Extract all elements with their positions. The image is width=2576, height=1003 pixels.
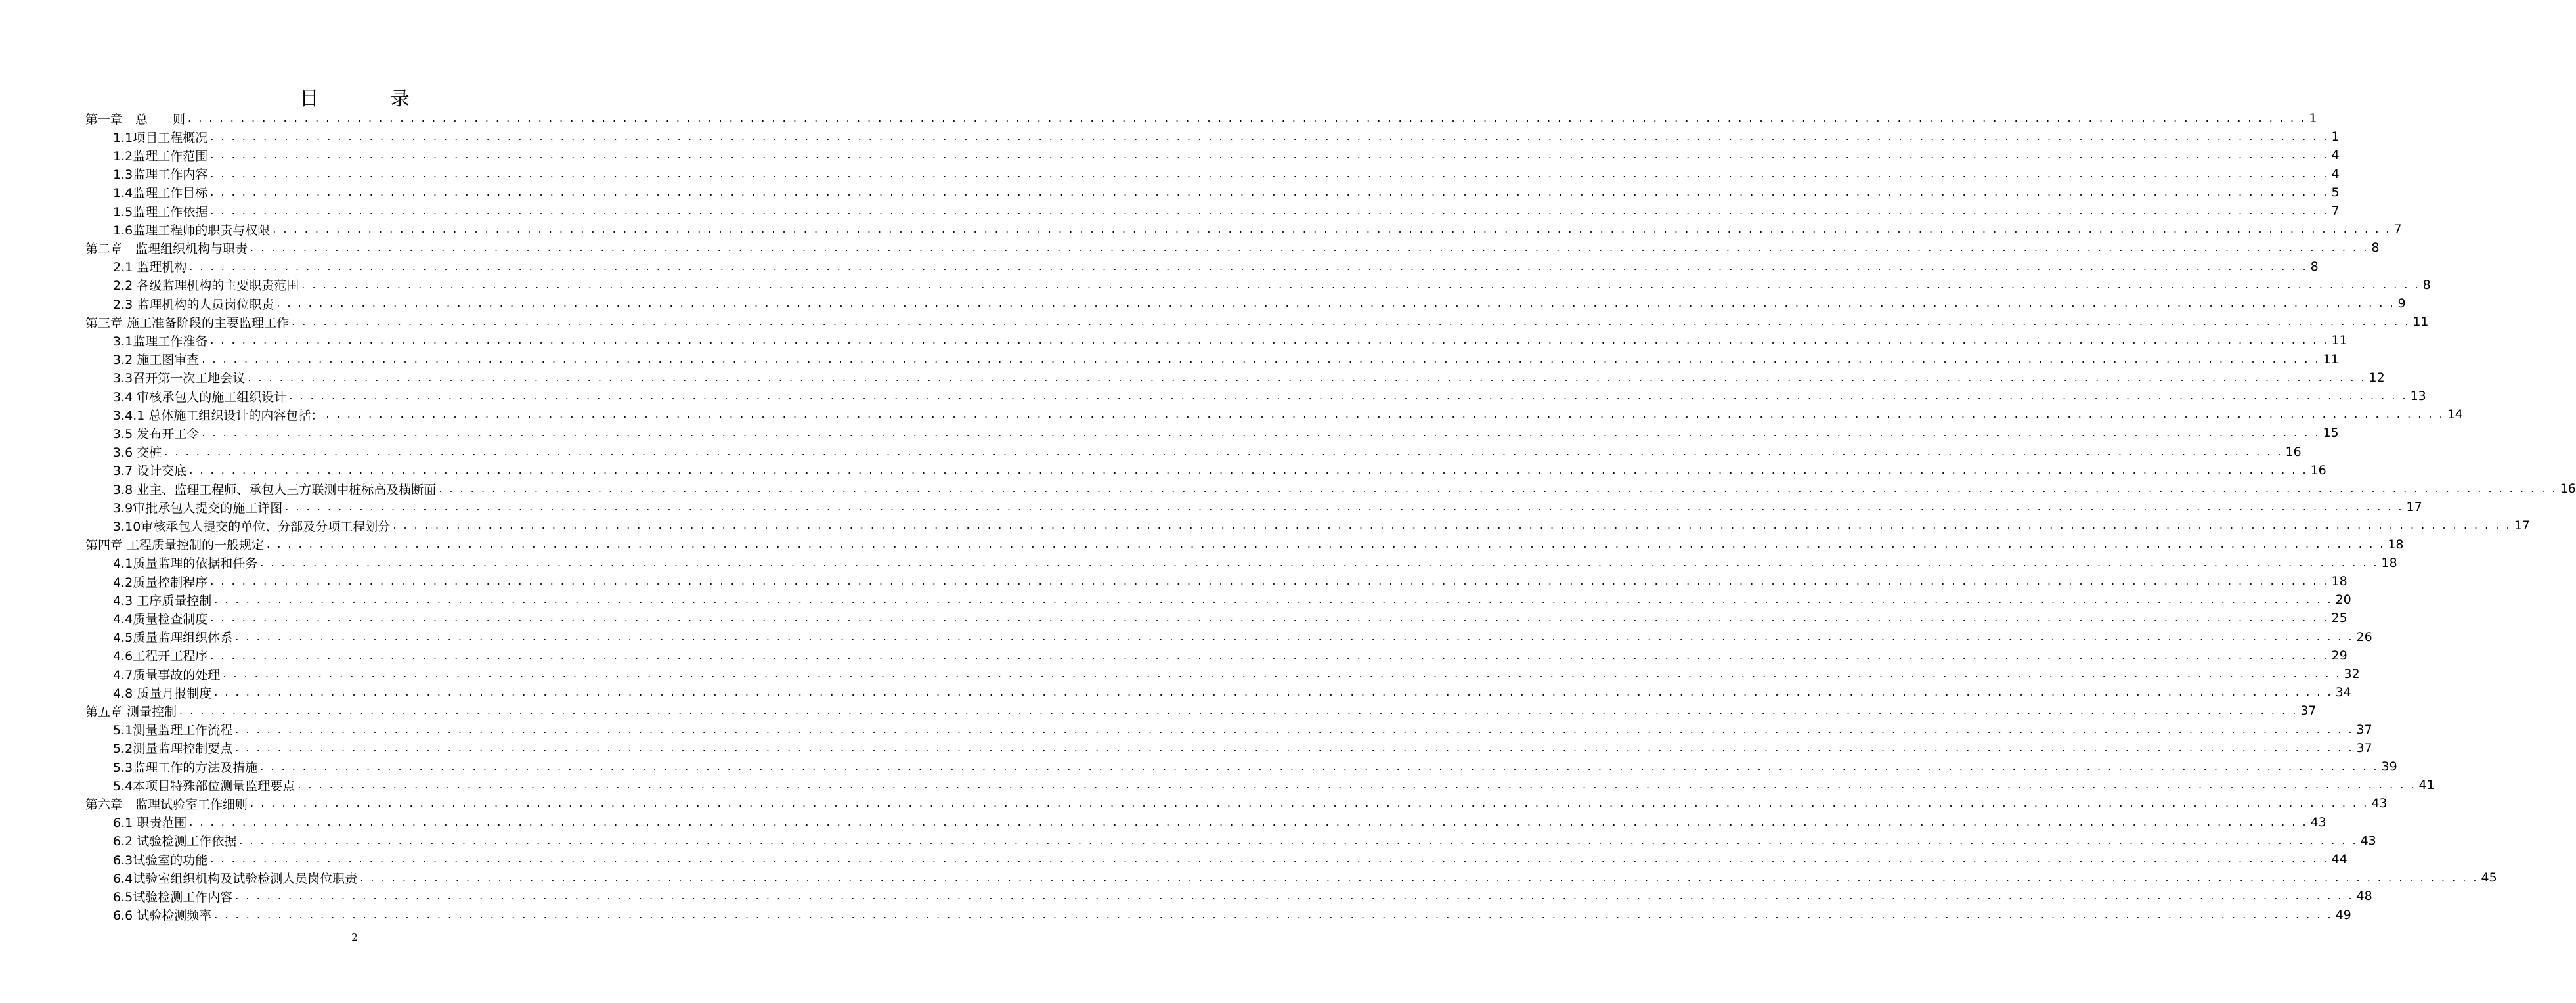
toc-entry-label: 3.7 设计交底	[113, 464, 187, 479]
toc-entry-page: 1	[2309, 111, 2317, 125]
toc-section-entry[interactable]	[113, 906, 2351, 924]
toc-section-entry[interactable]	[113, 331, 2347, 349]
toc-entry-label: 3.3召开第一次工地会议	[113, 371, 246, 386]
toc-section-entry[interactable]	[113, 424, 2339, 442]
toc-section-entry[interactable]	[113, 276, 2431, 294]
dot-leader: . . . . . . . . . . . . . . . . . . . . . . . . . . . . . . . . . . . . . . . . . . . . . . . . . . . . . . . . . . . . . . . . . . . . . . . . . . . . . . . . . . . . . . . . . . . . . . . . . . . . . . . . . . . . . . . . . . . . . . . . . . . . . . . . . . . . . . . . . . . . . . . . . . . . . . . . . . . . . . . . . . . . . . . . . . . . . . . . . . . . . . . . . . . . . . . . . . . . . . . .	[179, 704, 2298, 717]
toc-entry-page: 13	[2410, 389, 2426, 403]
toc-section-entry[interactable]	[113, 368, 2385, 387]
toc-entry-label: 1.5监理工作依据	[113, 204, 208, 219]
toc-section-entry[interactable]	[113, 628, 2372, 646]
toc-entry-page: 8	[2310, 259, 2319, 274]
page-number: 2	[351, 931, 358, 943]
toc-entry-label: 3.5 发布开工令	[113, 426, 200, 441]
dot-leader: . . . . . . . . . . . . . . . . . . . . . . . . . . . . . . . . . . . . . . . . . . . . . . . . . . . . . . . . . . . . . . . . . . . . . . . . . . . . . . . . . . . . . . . . . . . . . . . . . . . . . . . . . . . . . . . . . . . . . . . . . . . . . . . . . . . . . . . . . . . . . . . . . . . . . . . . . . . . . . . . . . . . . . . . . . . . . . . . . . . . . . . . . . . . . . . . . . . . . . . .	[210, 148, 2329, 162]
dot-leader: . . . . . . . . . . . . . . . . . . . . . . . . . . . . . . . . . . . . . . . . . . . . . . . . . . . . . . . . . . . . . . . . . . . . . . . . . . . . . . . . . . . . . . . . . . . . . . . . . . . . . . . . . . . . . . . . . . . . . . . . . . . . . . . . . . . . . . . . . . . . . . . . . . . . . . . . . . . . . . . . . . . . . . . . . . . . . . . . . . . . . . . . . . . . . . . . . . . . . . . .	[214, 908, 2333, 921]
toc-section-entry[interactable]	[113, 127, 2340, 146]
toc-entry-label: 2.3 监理机构的人员岗位职责	[113, 297, 274, 312]
toc-entry-label: 3.2 施工图审查	[113, 353, 200, 368]
toc-section-entry[interactable]	[113, 498, 2422, 516]
toc-entry-label: 3.4 审核承包人的施工组织设计	[113, 390, 287, 405]
toc-section-entry[interactable]	[113, 554, 2397, 572]
toc-entry-page: 26	[2356, 629, 2372, 644]
toc-chapter-entry[interactable]	[85, 794, 2388, 813]
toc-section-entry[interactable]	[113, 591, 2351, 609]
toc-entry-page: 29	[2331, 648, 2347, 663]
toc-entry-page: 9	[2397, 296, 2406, 311]
toc-entry-label: 3.9审批承包人提交的施工详图	[113, 501, 283, 516]
dot-leader: . . . . . . . . . . . . . . . . . . . . . . . . . . . . . . . . . . . . . . . . . . . . . . . . . . . . . . . . . . . . . . . . . . . . . . . . . . . . . . . . . . . . . . . . . . . . . . . . . . . . . . . . . . . . . . . . . . . . . . . . . . . . . . . . . . . . . . . . . . . . . . . . . . . . . . . . . . . . . . . . . . . . . . . . . . . . . . . . . . . . . . . . . . . . . . . . . . . . . . . .	[235, 630, 2354, 643]
dot-leader: . . . . . . . . . . . . . . . . . . . . . . . . . . . . . . . . . . . . . . . . . . . . . . . . . . . . . . . . . . . . . . . . . . . . . . . . . . . . . . . . . . . . . . . . . . . . . . . . . . . . . . . . . . . . . . . . . . . . . . . . . . . . . . . . . . . . . . . . . . . . . . . . . . . . . . . . . . . . . . . . . . . . . . . . . . . . . . . . . . . . . . . . . . . . . . . . . . . . . . . .	[223, 667, 2342, 680]
toc-entry-page: 43	[2371, 796, 2388, 811]
toc-entry-page: 4	[2331, 166, 2340, 181]
toc-section-entry[interactable]	[113, 832, 2376, 850]
toc-section-entry[interactable]	[113, 665, 2360, 683]
toc-entry-label: 2.1 监理机构	[113, 260, 187, 275]
toc-entry-label: 1.1项目工程概况	[113, 130, 208, 145]
dot-leader: . . . . . . . . . . . . . . . . . . . . . . . . . . . . . . . . . . . . . . . . . . . . . . . . . . . . . . . . . . . . . . . . . . . . . . . . . . . . . . . . . . . . . . . . . . . . . . . . . . . . . . . . . . . . . . . . . . . . . . . . . . . . . . . . . . . . . . . . . . . . . . . . . . . . . . . . . . . . . . . . . . . . . . . . . . . . . . . . . . . . . . . . . . . . . . . . . . . . . . . .	[297, 778, 2416, 791]
toc-entry-page: 16	[2285, 444, 2302, 459]
toc-entry-label: 1.3监理工作内容	[113, 167, 208, 183]
toc-entry-label: 4.5质量监理组织体系	[113, 631, 233, 646]
toc-entry-label: 4.7质量事故的处理	[113, 667, 221, 682]
toc-entry-label: 5.2测量监理控制要点	[113, 742, 233, 757]
toc-entry-label: 第三章 施工准备阶段的主要监理工作	[85, 315, 290, 330]
toc-entry-page: 17	[2406, 500, 2422, 515]
toc-entry-label: 5.4本项目特殊部位测量监理要点	[113, 778, 295, 793]
toc-entry-page: 4	[2331, 148, 2340, 163]
toc-section-entry[interactable]	[113, 405, 2463, 424]
toc-section-entry[interactable]	[113, 183, 2340, 202]
dot-leader: . . . . . . . . . . . . . . . . . . . . . . . . . . . . . . . . . . . . . . . . . . . . . . . . . . . . . . . . . . . . . . . . . . . . . . . . . . . . . . . . . . . . . . . . . . . . . . . . . . . . . . . . . . . . . . . . . . . . . . . . . . . . . . . . . . . . . . . . . . . . . . . . . . . . . . . . . . . . . . . . . . . . . . . . . . . . . . . . . . . . . . . . . . . . . . . . . . . . . . . .	[235, 889, 2354, 903]
toc-entry-label: 3.1监理工作准备	[113, 334, 208, 349]
toc-entry-page: 39	[2381, 759, 2397, 774]
toc-chapter-entry[interactable]	[85, 109, 2317, 127]
toc-entry-label: 6.6 试验检测频率	[113, 908, 212, 924]
toc-section-entry[interactable]	[113, 721, 2372, 739]
toc-section-entry[interactable]	[113, 387, 2426, 405]
dot-leader: . . . . . . . . . . . . . . . . . . . . . . . . . . . . . . . . . . . . . . . . . . . . . . . . . . . . . . . . . . . . . . . . . . . . . . . . . . . . . . . . . . . . . . . . . . . . . . . . . . . . . . . . . . . . . . . . . . . . . . . . . . . . . . . . . . . . . . . . . . . . . . . . . . . . . . . . . . . . . . . . . . . . . . . . . . . . . . . . . . . . . . . . . . . . . . . . . . . . . . . .	[292, 315, 2411, 328]
toc-entry-page: 16	[2560, 481, 2576, 496]
toc-entry-label: 4.4质量检查制度	[113, 612, 208, 627]
dot-leader: . . . . . . . . . . . . . . . . . . . . . . . . . . . . . . . . . . . . . . . . . . . . . . . . . . . . . . . . . . . . . . . . . . . . . . . . . . . . . . . . . . . . . . . . . . . . . . . . . . . . . . . . . . . . . . . . . . . . . . . . . . . . . . . . . . . . . . . . . . . . . . . . . . . . . . . . . . . . . . . . . . . . . . . . . . . . . . . . . . . . . . . . . . . . . . . . . . . . . . . .	[214, 593, 2333, 606]
dot-leader: . . . . . . . . . . . . . . . . . . . . . . . . . . . . . . . . . . . . . . . . . . . . . . . . . . . . . . . . . . . . . . . . . . . . . . . . . . . . . . . . . . . . . . . . . . . . . . . . . . . . . . . . . . . . . . . . . . . . . . . . . . . . . . . . . . . . . . . . . . . . . . . . . . . . . . . . . . . . . . . . . . . . . . . . . . . . . . . . . . . . . . . . . . . . . . . . . . . . . . . .	[202, 352, 2321, 365]
dot-leader: . . . . . . . . . . . . . . . . . . . . . . . . . . . . . . . . . . . . . . . . . . . . . . . . . . . . . . . . . . . . . . . . . . . . . . . . . . . . . . . . . . . . . . . . . . . . . . . . . . . . . . . . . . . . . . . . . . . . . . . . . . . . . . . . . . . . . . . . . . . . . . . . . . . . . . . . . . . . . . . . . . . . . . . . . . . . . . . . . . . . . . . . . . . . . . . . . . . . . . . .	[267, 537, 2386, 550]
toc-entry-label: 1.4监理工作目标	[113, 186, 208, 201]
toc-entry-page: 11	[2412, 315, 2429, 330]
dot-leader: . . . . . . . . . . . . . . . . . . . . . . . . . . . . . . . . . . . . . . . . . . . . . . . . . . . . . . . . . . . . . . . . . . . . . . . . . . . . . . . . . . . . . . . . . . . . . . . . . . . . . . . . . . . . . . . . . . . . . . . . . . . . . . . . . . . . . . . . . . . . . . . . . . . . . . . . . . . . . . . . . . . . . . . . . . . . . . . . . . . . . . . . . . . . . . . . . . . . . . . .	[210, 575, 2329, 587]
dot-leader: . . . . . . . . . . . . . . . . . . . . . . . . . . . . . . . . . . . . . . . . . . . . . . . . . . . . . . . . . . . . . . . . . . . . . . . . . . . . . . . . . . . . . . . . . . . . . . . . . . . . . . . . . . . . . . . . . . . . . . . . . . . . . . . . . . . . . . . . . . . . . . . . . . . . . . . . . . . . . . . . . . . . . . . . . . . . . . . . . . . . . . . . . . . . . . . . . . . . . . . .	[260, 760, 2379, 772]
toc-entry-page: 20	[2335, 592, 2351, 608]
dot-leader: . . . . . . . . . . . . . . . . . . . . . . . . . . . . . . . . . . . . . . . . . . . . . . . . . . . . . . . . . . . . . . . . . . . . . . . . . . . . . . . . . . . . . . . . . . . . . . . . . . . . . . . . . . . . . . . . . . . . . . . . . . . . . . . . . . . . . . . . . . . . . . . . . . . . . . . . . . . . . . . . . . . . . . . . . . . . . . . . . . . . . . . . . . . . . . . . . . . . . . . .	[235, 741, 2354, 754]
toc-entry-page: 43	[2360, 833, 2376, 848]
toc-entry-page: 15	[2323, 426, 2339, 441]
toc-section-entry[interactable]	[113, 479, 2576, 498]
toc-entry-page: 12	[2369, 370, 2385, 385]
toc-entry-page: 48	[2356, 889, 2372, 904]
toc-section-entry[interactable]	[113, 646, 2347, 665]
dot-leader: . . . . . . . . . . . . . . . . . . . . . . . . . . . . . . . . . . . . . . . . . . . . . . . . . . . . . . . . . . . . . . . . . . . . . . . . . . . . . . . . . . . . . . . . . . . . . . . . . . . . . . . . . . . . . . . . . . . . . . . . . . . . . . . . . . . . . . . . . . . . . . . . . . . . . . . . . . . . . . . . . . . . . . . . . . . . . . . . . . . . . . . . . . . . . . . . . . . . . . . .	[260, 556, 2379, 569]
toc-section-entry[interactable]	[113, 868, 2497, 887]
dot-leader: . . . . . . . . . . . . . . . . . . . . . . . . . . . . . . . . . . . . . . . . . . . . . . . . . . . . . . . . . . . . . . . . . . . . . . . . . . . . . . . . . . . . . . . . . . . . . . . . . . . . . . . . . . . . . . . . . . . . . . . . . . . . . . . . . . . . . . . . . . . . . . . . . . . . . . . . . . . . . . . . . . . . . . . . . . . . . . . . . . . . . . . . . . . . . . . . . . . . . . . .	[210, 612, 2329, 625]
toc-entry-label: 6.3试验室的功能	[113, 853, 208, 868]
toc-entry-page: 18	[2331, 574, 2347, 589]
dot-leader: . . . . . . . . . . . . . . . . . . . . . . . . . . . . . . . . . . . . . . . . . . . . . . . . . . . . . . . . . . . . . . . . . . . . . . . . . . . . . . . . . . . . . . . . . . . . . . . . . . . . . . . . . . . . . . . . . . . . . . . . . . . . . . . . . . . . . . . . . . . . . . . . . . . . . . . . . . . . . . . . . . . . . . . . . . . . . . . . . . . . . . . . . . . . . . . . . . . . . . . .	[189, 259, 2308, 273]
toc-entry-label: 6.1 职责范围	[113, 816, 187, 831]
dot-leader: . . . . . . . . . . . . . . . . . . . . . . . . . . . . . . . . . . . . . . . . . . . . . . . . . . . . . . . . . . . . . . . . . . . . . . . . . . . . . . . . . . . . . . . . . . . . . . . . . . . . . . . . . . . . . . . . . . . . . . . . . . . . . . . . . . . . . . . . . . . . . . . . . . . . . . . . . . . . . . . . . . . . . . . . . . . . . . . . . . . . . . . . . . . . . . . . . . . . . . . .	[250, 797, 2369, 810]
toc-section-entry[interactable]	[113, 516, 2530, 535]
toc-entry-label: 5.1测量监理工作流程	[113, 723, 233, 738]
dot-leader: . . . . . . . . . . . . . . . . . . . . . . . . . . . . . . . . . . . . . . . . . . . . . . . . . . . . . . . . . . . . . . . . . . . . . . . . . . . . . . . . . . . . . . . . . . . . . . . . . . . . . . . . . . . . . . . . . . . . . . . . . . . . . . . . . . . . . . . . . . . . . . . . . . . . . . . . . . . . . . . . . . . . . . . . . . . . . . . . . . . . . . . . . . . . . . . . . . . . . . . .	[188, 112, 2307, 124]
toc-section-entry[interactable]	[113, 257, 2319, 276]
dot-leader: . . . . . . . . . . . . . . . . . . . . . . . . . . . . . . . . . . . . . . . . . . . . . . . . . . . . . . . . . . . . . . . . . . . . . . . . . . . . . . . . . . . . . . . . . . . . . . . . . . . . . . . . . . . . . . . . . . . . . . . . . . . . . . . . . . . . . . . . . . . . . . . . . . . . . . . . . . . . . . . . . . . . . . . . . . . . . . . . . . . . . . . . . . . . . . . . . . . . . . . .	[393, 519, 2512, 532]
toc-chapter-entry[interactable]	[85, 238, 2380, 257]
dot-leader: . . . . . . . . . . . . . . . . . . . . . . . . . . . . . . . . . . . . . . . . . . . . . . . . . . . . . . . . . . . . . . . . . . . . . . . . . . . . . . . . . . . . . . . . . . . . . . . . . . . . . . . . . . . . . . . . . . . . . . . . . . . . . . . . . . . . . . . . . . . . . . . . . . . . . . . . . . . . . . . . . . . . . . . . . . . . . . . . . . . . . . . . . . . . . . . . . . . . . . . .	[248, 370, 2367, 384]
dot-leader: . . . . . . . . . . . . . . . . . . . . . . . . . . . . . . . . . . . . . . . . . . . . . . . . . . . . . . . . . . . . . . . . . . . . . . . . . . . . . . . . . . . . . . . . . . . . . . . . . . . . . . . . . . . . . . . . . . . . . . . . . . . . . . . . . . . . . . . . . . . . . . . . . . . . . . . . . . . . . . . . . . . . . . . . . . . . . . . . . . . . . . . . . . . . . . . . . . . . . . . .	[285, 501, 2404, 514]
dot-leader: . . . . . . . . . . . . . . . . . . . . . . . . . . . . . . . . . . . . . . . . . . . . . . . . . . . . . . . . . . . . . . . . . . . . . . . . . . . . . . . . . . . . . . . . . . . . . . . . . . . . . . . . . . . . . . . . . . . . . . . . . . . . . . . . . . . . . . . . . . . . . . . . . . . . . . . . . . . . . . . . . . . . . . . . . . . . . . . . . . . . . . . . . . . . . . . . . . . . . . . .	[189, 463, 2308, 476]
toc-entry-label: 6.4试验室组织机构及试验检测人员岗位职责	[113, 871, 358, 886]
toc-section-entry[interactable]	[113, 739, 2372, 757]
toc-entry-label: 第五章 测量控制	[85, 704, 177, 719]
toc-entry-page: 49	[2335, 907, 2351, 922]
toc-entry-page: 37	[2356, 740, 2372, 755]
dot-leader: . . . . . . . . . . . . . . . . . . . . . . . . . . . . . . . . . . . . . . . . . . . . . . . . . . . . . . . . . . . . . . . . . . . . . . . . . . . . . . . . . . . . . . . . . . . . . . . . . . . . . . . . . . . . . . . . . . . . . . . . . . . . . . . . . . . . . . . . . . . . . . . . . . . . . . . . . . . . . . . . . . . . . . . . . . . . . . . . . . . . . . . . . . . . . . . . . . . . . . . .	[360, 871, 2479, 884]
toc-chapter-entry[interactable]	[85, 313, 2429, 331]
toc-chapter-entry[interactable]	[85, 535, 2404, 554]
toc-section-entry[interactable]	[113, 461, 2326, 479]
toc-section-entry[interactable]	[113, 294, 2406, 313]
dot-leader: . . . . . . . . . . . . . . . . . . . . . . . . . . . . . . . . . . . . . . . . . . . . . . . . . . . . . . . . . . . . . . . . . . . . . . . . . . . . . . . . . . . . . . . . . . . . . . . . . . . . . . . . . . . . . . . . . . . . . . . . . . . . . . . . . . . . . . . . . . . . . . . . . . . . . . . . . . . . . . . . . . . . . . . . . . . . . . . . . . . . . . . . . . . . . . . . . . . . . . . .	[214, 686, 2333, 699]
toc-title: 目 录	[299, 87, 443, 110]
dot-leader: . . . . . . . . . . . . . . . . . . . . . . . . . . . . . . . . . . . . . . . . . . . . . . . . . . . . . . . . . . . . . . . . . . . . . . . . . . . . . . . . . . . . . . . . . . . . . . . . . . . . . . . . . . . . . . . . . . . . . . . . . . . . . . . . . . . . . . . . . . . . . . . . . . . . . . . . . . . . . . . . . . . . . . . . . . . . . . . . . . . . . . . . . . . . . . . . . . . . . . . .	[210, 130, 2329, 143]
dot-leader: . . . . . . . . . . . . . . . . . . . . . . . . . . . . . . . . . . . . . . . . . . . . . . . . . . . . . . . . . . . . . . . . . . . . . . . . . . . . . . . . . . . . . . . . . . . . . . . . . . . . . . . . . . . . . . . . . . . . . . . . . . . . . . . . . . . . . . . . . . . . . . . . . . . . . . . . . . . . . . . . . . . . . . . . . . . . . . . . . . . . . . . . . . . . . . . . . . . . . . . .	[439, 482, 2558, 495]
toc-entry-page: 11	[2331, 333, 2347, 348]
dot-leader: . . . . . . . . . . . . . . . . . . . . . . . . . . . . . . . . . . . . . . . . . . . . . . . . . . . . . . . . . . . . . . . . . . . . . . . . . . . . . . . . . . . . . . . . . . . . . . . . . . . . . . . . . . . . . . . . . . . . . . . . . . . . . . . . . . . . . . . . . . . . . . . . . . . . . . . . . . . . . . . . . . . . . . . . . . . . . . . . . . . . . . . . . . . . . . . . . . . . . . . .	[210, 185, 2329, 198]
dot-leader: . . . . . . . . . . . . . . . . . . . . . . . . . . . . . . . . . . . . . . . . . . . . . . . . . . . . . . . . . . . . . . . . . . . . . . . . . . . . . . . . . . . . . . . . . . . . . . . . . . . . . . . . . . . . . . . . . . . . . . . . . . . . . . . . . . . . . . . . . . . . . . . . . . . . . . . . . . . . . . . . . . . . . . . . . . . . . . . . . . . . . . . . . . . . . . . . . . . . . . . .	[164, 445, 2283, 458]
toc-section-entry[interactable]	[113, 609, 2347, 627]
toc-section-entry[interactable]	[113, 813, 2326, 832]
toc-entry-page: 43	[2310, 814, 2326, 830]
toc-entry-page: 18	[2388, 537, 2404, 552]
toc-entry-page: 32	[2344, 667, 2360, 681]
toc-entry-page: 37	[2356, 722, 2372, 737]
dot-leader: . . . . . . . . . . . . . . . . . . . . . . . . . . . . . . . . . . . . . . . . . . . . . . . . . . . . . . . . . . . . . . . . . . . . . . . . . . . . . . . . . . . . . . . . . . . . . . . . . . . . . . . . . . . . . . . . . . . . . . . . . . . . . . . . . . . . . . . . . . . . . . . . . . . . . . . . . . . . . . . . . . . . . . . . . . . . . . . . . . . . . . . . . . . . . . . . . . . . . . . .	[273, 223, 2391, 236]
toc-entry-label: 3.6 交桩	[113, 445, 162, 460]
toc-section-entry[interactable]	[113, 165, 2340, 183]
toc-entry-label: 第四章 工程质量控制的一般规定	[85, 538, 265, 553]
toc-entry-label: 4.2质量控制程序	[113, 575, 208, 590]
toc-entry-page: 8	[2422, 277, 2431, 292]
dot-leader: . . . . . . . . . . . . . . . . . . . . . . . . . . . . . . . . . . . . . . . . . . . . . . . . . . . . . . . . . . . . . . . . . . . . . . . . . . . . . . . . . . . . . . . . . . . . . . . . . . . . . . . . . . . . . . . . . . . . . . . . . . . . . . . . . . . . . . . . . . . . . . . . . . . . . . . . . . . . . . . . . . . . . . . . . . . . . . . . . . . . . . . . . . . . . . . . . . . . . . . .	[210, 334, 2329, 347]
toc-entry-label: 3.4.1 总体施工组织设计的内容包括：	[113, 408, 324, 423]
dot-leader: . . . . . . . . . . . . . . . . . . . . . . . . . . . . . . . . . . . . . . . . . . . . . . . . . . . . . . . . . . . . . . . . . . . . . . . . . . . . . . . . . . . . . . . . . . . . . . . . . . . . . . . . . . . . . . . . . . . . . . . . . . . . . . . . . . . . . . . . . . . . . . . . . . . . . . . . . . . . . . . . . . . . . . . . . . . . . . . . . . . . . . . . . . . . . . . . . . . . . . . .	[326, 408, 2445, 421]
toc-entry-page: 5	[2331, 185, 2340, 200]
toc-entry-label: 4.3 工序质量控制	[113, 593, 212, 608]
toc-entry-label: 3.10审核承包人提交的单位、分部及分项工程划分	[113, 519, 391, 534]
toc-entry-label: 5.3监理工作的方法及措施	[113, 760, 258, 775]
toc-section-entry[interactable]	[113, 220, 2402, 238]
toc-entry-label: 4.1质量监理的依据和任务	[113, 556, 258, 571]
toc-entry-label: 3.8 业主、监理工程师、承包人三方联测中桩标高及横断面	[113, 482, 437, 497]
dot-leader: . . . . . . . . . . . . . . . . . . . . . . . . . . . . . . . . . . . . . . . . . . . . . . . . . . . . . . . . . . . . . . . . . . . . . . . . . . . . . . . . . . . . . . . . . . . . . . . . . . . . . . . . . . . . . . . . . . . . . . . . . . . . . . . . . . . . . . . . . . . . . . . . . . . . . . . . . . . . . . . . . . . . . . . . . . . . . . . . . . . . . . . . . . . . . . . . . . . . . . . .	[202, 426, 2321, 439]
dot-leader: . . . . . . . . . . . . . . . . . . . . . . . . . . . . . . . . . . . . . . . . . . . . . . . . . . . . . . . . . . . . . . . . . . . . . . . . . . . . . . . . . . . . . . . . . . . . . . . . . . . . . . . . . . . . . . . . . . . . . . . . . . . . . . . . . . . . . . . . . . . . . . . . . . . . . . . . . . . . . . . . . . . . . . . . . . . . . . . . . . . . . . . . . . . . . . . . . . . . . . . .	[210, 648, 2329, 661]
toc-entry-page: 11	[2323, 351, 2339, 367]
dot-leader: . . . . . . . . . . . . . . . . . . . . . . . . . . . . . . . . . . . . . . . . . . . . . . . . . . . . . . . . . . . . . . . . . . . . . . . . . . . . . . . . . . . . . . . . . . . . . . . . . . . . . . . . . . . . . . . . . . . . . . . . . . . . . . . . . . . . . . . . . . . . . . . . . . . . . . . . . . . . . . . . . . . . . . . . . . . . . . . . . . . . . . . . . . . . . . . . . . . . . . . .	[289, 390, 2408, 402]
dot-leader: . . . . . . . . . . . . . . . . . . . . . . . . . . . . . . . . . . . . . . . . . . . . . . . . . . . . . . . . . . . . . . . . . . . . . . . . . . . . . . . . . . . . . . . . . . . . . . . . . . . . . . . . . . . . . . . . . . . . . . . . . . . . . . . . . . . . . . . . . . . . . . . . . . . . . . . . . . . . . . . . . . . . . . . . . . . . . . . . . . . . . . . . . . . . . . . . . . . . . . . .	[276, 297, 2395, 309]
toc-chapter-entry[interactable]	[85, 702, 2317, 720]
dot-leader: . . . . . . . . . . . . . . . . . . . . . . . . . . . . . . . . . . . . . . . . . . . . . . . . . . . . . . . . . . . . . . . . . . . . . . . . . . . . . . . . . . . . . . . . . . . . . . . . . . . . . . . . . . . . . . . . . . . . . . . . . . . . . . . . . . . . . . . . . . . . . . . . . . . . . . . . . . . . . . . . . . . . . . . . . . . . . . . . . . . . . . . . . . . . . . . . . . . . . . . .	[210, 204, 2329, 217]
toc-entry-page: 17	[2514, 518, 2530, 533]
toc-entry-label: 1.2监理工作范围	[113, 148, 208, 164]
dot-leader: . . . . . . . . . . . . . . . . . . . . . . . . . . . . . . . . . . . . . . . . . . . . . . . . . . . . . . . . . . . . . . . . . . . . . . . . . . . . . . . . . . . . . . . . . . . . . . . . . . . . . . . . . . . . . . . . . . . . . . . . . . . . . . . . . . . . . . . . . . . . . . . . . . . . . . . . . . . . . . . . . . . . . . . . . . . . . . . . . . . . . . . . . . . . . . . . . . . . . . . .	[235, 723, 2354, 736]
toc-entry-page: 18	[2381, 555, 2397, 570]
toc-section-entry[interactable]	[113, 350, 2339, 368]
toc-section-entry[interactable]	[113, 202, 2340, 220]
toc-entry-label: 4.6工程开工程序	[113, 649, 208, 664]
toc-entry-label: 4.8 质量月报制度	[113, 686, 212, 701]
dot-leader: . . . . . . . . . . . . . . . . . . . . . . . . . . . . . . . . . . . . . . . . . . . . . . . . . . . . . . . . . . . . . . . . . . . . . . . . . . . . . . . . . . . . . . . . . . . . . . . . . . . . . . . . . . . . . . . . . . . . . . . . . . . . . . . . . . . . . . . . . . . . . . . . . . . . . . . . . . . . . . . . . . . . . . . . . . . . . . . . . . . . . . . . . . . . . . . . . . . . . . . .	[239, 834, 2358, 847]
toc-entry-page: 1	[2331, 129, 2340, 145]
toc-entry-page: 25	[2331, 611, 2347, 626]
toc-entry-page: 14	[2447, 407, 2463, 422]
dot-leader: . . . . . . . . . . . . . . . . . . . . . . . . . . . . . . . . . . . . . . . . . . . . . . . . . . . . . . . . . . . . . . . . . . . . . . . . . . . . . . . . . . . . . . . . . . . . . . . . . . . . . . . . . . . . . . . . . . . . . . . . . . . . . . . . . . . . . . . . . . . . . . . . . . . . . . . . . . . . . . . . . . . . . . . . . . . . . . . . . . . . . . . . . . . . . . . . . . . . . . . .	[210, 853, 2329, 865]
toc-section-entry[interactable]	[113, 146, 2340, 164]
toc-entry-page: 45	[2481, 870, 2497, 885]
toc-section-entry[interactable]	[113, 572, 2347, 591]
toc-section-entry[interactable]	[113, 683, 2351, 702]
toc-entry-page: 7	[2331, 204, 2340, 218]
toc-entry-page: 37	[2300, 703, 2317, 719]
toc-entry-label: 6.2 试验检测工作依据	[113, 834, 237, 849]
toc-entry-label: 第二章 监理组织机构与职责	[85, 241, 248, 256]
toc-entry-label: 第六章 监理试验室工作细则	[85, 797, 248, 812]
toc-section-entry[interactable]	[113, 850, 2347, 868]
toc-section-entry[interactable]	[113, 443, 2302, 461]
dot-leader: . . . . . . . . . . . . . . . . . . . . . . . . . . . . . . . . . . . . . . . . . . . . . . . . . . . . . . . . . . . . . . . . . . . . . . . . . . . . . . . . . . . . . . . . . . . . . . . . . . . . . . . . . . . . . . . . . . . . . . . . . . . . . . . . . . . . . . . . . . . . . . . . . . . . . . . . . . . . . . . . . . . . . . . . . . . . . . . . . . . . . . . . . . . . . . . . . . . . . . . .	[189, 815, 2308, 828]
toc-entry-page: 8	[2371, 240, 2380, 256]
toc-section-entry[interactable]	[113, 757, 2397, 776]
toc-entry-page: 34	[2335, 685, 2351, 700]
dot-leader: . . . . . . . . . . . . . . . . . . . . . . . . . . . . . . . . . . . . . . . . . . . . . . . . . . . . . . . . . . . . . . . . . . . . . . . . . . . . . . . . . . . . . . . . . . . . . . . . . . . . . . . . . . . . . . . . . . . . . . . . . . . . . . . . . . . . . . . . . . . . . . . . . . . . . . . . . . . . . . . . . . . . . . . . . . . . . . . . . . . . . . . . . . . . . . . . . . . . . . . .	[250, 241, 2369, 254]
toc-entry-label: 6.5试验检测工作内容	[113, 889, 233, 904]
dot-leader: . . . . . . . . . . . . . . . . . . . . . . . . . . . . . . . . . . . . . . . . . . . . . . . . . . . . . . . . . . . . . . . . . . . . . . . . . . . . . . . . . . . . . . . . . . . . . . . . . . . . . . . . . . . . . . . . . . . . . . . . . . . . . . . . . . . . . . . . . . . . . . . . . . . . . . . . . . . . . . . . . . . . . . . . . . . . . . . . . . . . . . . . . . . . . . . . . . . . . . . .	[210, 167, 2329, 180]
toc-entry-page: 41	[2418, 778, 2435, 793]
toc-section-entry[interactable]	[113, 776, 2435, 794]
toc-entry-label: 第一章 总 则	[85, 112, 186, 127]
toc-section-entry[interactable]	[113, 887, 2372, 905]
toc-entry-page: 7	[2393, 222, 2402, 237]
dot-leader: . . . . . . . . . . . . . . . . . . . . . . . . . . . . . . . . . . . . . . . . . . . . . . . . . . . . . . . . . . . . . . . . . . . . . . . . . . . . . . . . . . . . . . . . . . . . . . . . . . . . . . . . . . . . . . . . . . . . . . . . . . . . . . . . . . . . . . . . . . . . . . . . . . . . . . . . . . . . . . . . . . . . . . . . . . . . . . . . . . . . . . . . . . . . . . . . . . . . . . . .	[301, 278, 2420, 291]
toc-entry-label: 2.2 各级监理机构的主要职责范围	[113, 279, 299, 294]
toc-entry-page: 16	[2310, 462, 2326, 478]
toc-entry-page: 44	[2331, 852, 2347, 866]
toc-entry-label: 1.6监理工程师的职责与权限	[113, 223, 271, 238]
